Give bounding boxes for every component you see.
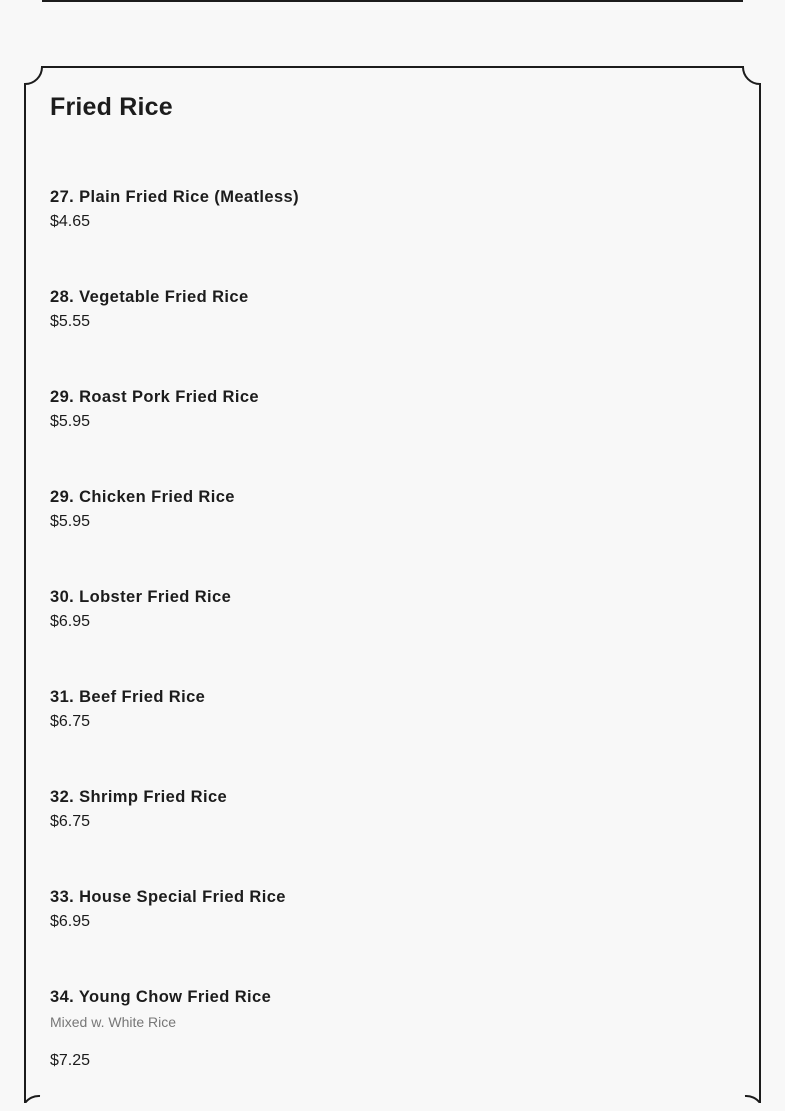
menu-item-description: Mixed w. White Rice (50, 1014, 177, 1030)
menu-item-price: $4.65 (50, 213, 91, 230)
menu-item-name: 33. House Special Fried Rice (50, 888, 286, 906)
menu-item-price: $6.95 (50, 913, 91, 930)
menu-item-name: 29. Chicken Fried Rice (50, 488, 235, 506)
menu-item-name: 32. Shrimp Fried Rice (50, 788, 228, 806)
section-title: Fried Rice (50, 93, 173, 121)
menu-item-name: 28. Vegetable Fried Rice (50, 288, 249, 306)
menu-item-name: 31. Beef Fried Rice (50, 688, 206, 706)
fried-rice-section (25, 67, 760, 1103)
menu-item[interactable] (50, 986, 730, 1111)
menu-item[interactable] (50, 886, 730, 986)
menu-item-price: $5.55 (50, 313, 91, 330)
menu-item-price: $7.25 (50, 1052, 91, 1069)
menu-item-name: 27. Plain Fried Rice (Meatless) (50, 188, 299, 206)
menu-item-list (50, 186, 730, 1111)
menu-item[interactable] (50, 586, 730, 686)
menu-item[interactable] (50, 186, 730, 286)
menu-item-price: $6.75 (50, 813, 91, 830)
menu-item-name: 34. Young Chow Fried Rice (50, 988, 272, 1006)
menu-item-price: $6.75 (50, 713, 91, 730)
menu-item[interactable] (50, 786, 730, 886)
menu-item[interactable] (50, 486, 730, 586)
menu-item-name: 29. Roast Pork Fried Rice (50, 388, 259, 406)
menu-item[interactable] (50, 686, 730, 786)
menu-item[interactable] (50, 386, 730, 486)
menu-item-price: $5.95 (50, 513, 91, 530)
menu-item-price: $5.95 (50, 413, 91, 430)
menu-item-name: 30. Lobster Fried Rice (50, 588, 232, 606)
menu-item[interactable] (50, 286, 730, 386)
menu-item-price: $6.95 (50, 613, 91, 630)
